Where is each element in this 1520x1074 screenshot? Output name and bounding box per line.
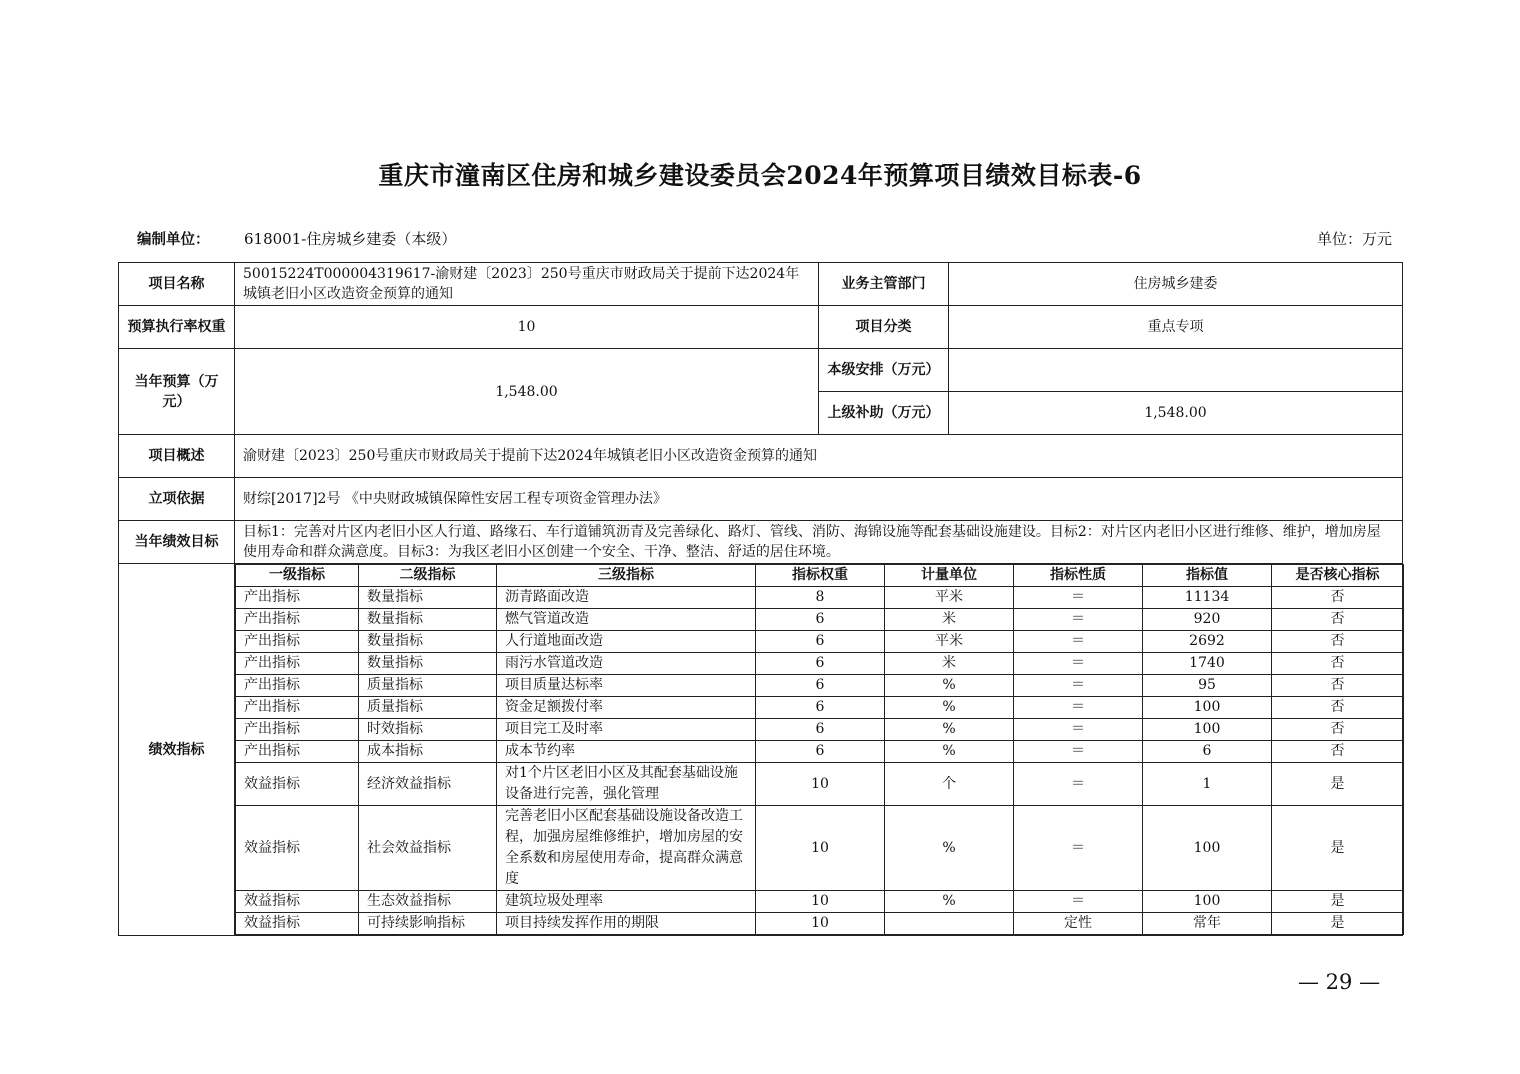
indicator-row: [236, 609, 1404, 631]
indicator-cell: 数量指标: [359, 587, 497, 609]
indicator-cell: 平米: [885, 587, 1014, 609]
indicator-cell: 质量指标: [359, 697, 497, 719]
indicator-cell: 个: [885, 763, 1014, 806]
indicator-cell: 是: [1272, 763, 1404, 806]
indicator-row: [236, 697, 1404, 719]
indicator-cell: ＝: [1014, 675, 1143, 697]
indicator-cell: 产出指标: [236, 741, 359, 763]
indicator-cell: 数量指标: [359, 653, 497, 675]
indicator-cell: 1: [1143, 763, 1272, 806]
rate-label: 预算执行率权重: [119, 306, 235, 349]
indicator-cell: ＝: [1014, 609, 1143, 631]
indicator-cell: 建筑垃圾处理率: [497, 891, 756, 913]
indicator-row: [236, 763, 1404, 806]
indicator-cell: 沥青路面改造: [497, 587, 756, 609]
indicator-cell: 10: [756, 806, 885, 891]
indicator-cell: ＝: [1014, 587, 1143, 609]
performance-table: [118, 262, 1403, 936]
indicator-cell: %: [885, 891, 1014, 913]
indicator-cell: 定性: [1014, 913, 1143, 935]
indicator-cell: 10: [756, 891, 885, 913]
indicator-cell: 产出指标: [236, 697, 359, 719]
indicator-row: [236, 675, 1404, 697]
basis-value: 财综[2017]2号 《中央财政城镇保障性安居工程专项资金管理办法》: [235, 478, 1403, 521]
project-name-value: 50015224T000004319617-渝财建〔2023〕250号重庆市财政局关于提前下达2024年城镇老旧小区改造资金预算的通知: [235, 263, 819, 306]
summary-value: 渝财建〔2023〕250号重庆市财政局关于提前下达2024年城镇老旧小区改造资金预算的通知: [235, 435, 1403, 478]
indicator-cell: 否: [1272, 741, 1404, 763]
org-value: 618001-住房城乡建委（本级）: [244, 230, 457, 248]
budget-label: 当年预算（万元）: [119, 349, 235, 435]
indicator-cell: 产出指标: [236, 675, 359, 697]
indicator-cell: 1740: [1143, 653, 1272, 675]
indicator-cell: 100: [1143, 806, 1272, 891]
indicator-header-cell: 一级指标: [236, 565, 359, 587]
indicator-row: [236, 806, 1404, 891]
indicator-header-cell: 是否核心指标: [1272, 565, 1404, 587]
indicator-header-cell: 指标值: [1143, 565, 1272, 587]
indicator-cell: 6: [756, 719, 885, 741]
upper-value: 1,548.00: [949, 392, 1403, 435]
indicator-header-cell: 三级指标: [497, 565, 756, 587]
indicator-cell: 人行道地面改造: [497, 631, 756, 653]
indicator-header-cell: 二级指标: [359, 565, 497, 587]
indicator-cell: 数量指标: [359, 609, 497, 631]
indicator-cell: 可持续影响指标: [359, 913, 497, 935]
indicator-cell: 产出指标: [236, 609, 359, 631]
indicator-label: 绩效指标: [119, 564, 235, 936]
org-label: 编制单位：: [137, 232, 210, 248]
indicator-cell: ＝: [1014, 719, 1143, 741]
indicator-cell: 时效指标: [359, 719, 497, 741]
indicator-cell: 项目完工及时率: [497, 719, 756, 741]
indicator-cell: 成本指标: [359, 741, 497, 763]
basis-label: 立项依据: [119, 478, 235, 521]
indicator-cell: 6: [756, 697, 885, 719]
indicator-cell: 8: [756, 587, 885, 609]
indicator-cell: 燃气管道改造: [497, 609, 756, 631]
unit-label: 单位：万元: [1316, 230, 1392, 248]
indicator-cell: 920: [1143, 609, 1272, 631]
indicator-row: [236, 913, 1404, 935]
indicator-cell: ＝: [1014, 763, 1143, 806]
indicator-cell: 社会效益指标: [359, 806, 497, 891]
indicator-header-row: [236, 565, 1404, 587]
org-row: [137, 228, 1392, 250]
indicator-row: [236, 587, 1404, 609]
indicator-cell: 米: [885, 609, 1014, 631]
indicator-cell: 效益指标: [236, 763, 359, 806]
budget-value: 1,548.00: [235, 349, 819, 435]
goal-value: 目标1：完善对片区内老旧小区人行道、路缘石、车行道铺筑沥青及完善绿化、路灯、管线、消防、海锦设施等配套基础设施建设。目标2：对片区内老旧小区进行维修、维护，增加房屋使用寿命和群众满意度。目标3：为我区老旧小区创建一个安全、干净、整洁、舒适的居住环境。: [235, 521, 1403, 564]
indicator-cell: 6: [756, 631, 885, 653]
indicator-cell: ＝: [1014, 806, 1143, 891]
indicator-cell: 2692: [1143, 631, 1272, 653]
indicator-cell: 产出指标: [236, 719, 359, 741]
indicator-cell: 雨污水管道改造: [497, 653, 756, 675]
indicator-cell: ＝: [1014, 741, 1143, 763]
indicator-cell: 否: [1272, 587, 1404, 609]
indicator-cell: 质量指标: [359, 675, 497, 697]
indicator-cell: 数量指标: [359, 631, 497, 653]
indicator-cell: 米: [885, 653, 1014, 675]
indicator-cell: 否: [1272, 653, 1404, 675]
indicator-cell: 产出指标: [236, 587, 359, 609]
indicator-row: [236, 719, 1404, 741]
indicator-cell: 10: [756, 913, 885, 935]
indicator-cell: %: [885, 697, 1014, 719]
indicator-cell: 10: [756, 763, 885, 806]
indicator-header-cell: 计量单位: [885, 565, 1014, 587]
indicator-cell: 100: [1143, 891, 1272, 913]
indicator-cell: 是: [1272, 913, 1404, 935]
indicator-cell: 否: [1272, 697, 1404, 719]
indicator-cell: 6: [756, 609, 885, 631]
dept-label: 业务主管部门: [819, 263, 949, 306]
indicator-cell: 产出指标: [236, 631, 359, 653]
indicator-cell: %: [885, 675, 1014, 697]
indicator-cell: 效益指标: [236, 913, 359, 935]
indicator-cell: 否: [1272, 609, 1404, 631]
dept-value: 住房城乡建委: [949, 263, 1403, 306]
indicator-cell: %: [885, 719, 1014, 741]
indicator-cell: 常年: [1143, 913, 1272, 935]
rate-value: 10: [235, 306, 819, 349]
indicator-row: [236, 741, 1404, 763]
category-label: 项目分类: [819, 306, 949, 349]
indicator-cell: 是: [1272, 891, 1404, 913]
indicator-table: [235, 564, 1404, 935]
project-name-label: 项目名称: [119, 263, 235, 306]
indicator-cell: %: [885, 806, 1014, 891]
indicator-cell: 100: [1143, 697, 1272, 719]
indicator-header-cell: 指标权重: [756, 565, 885, 587]
indicator-cell: %: [885, 741, 1014, 763]
indicator-cell: 生态效益指标: [359, 891, 497, 913]
indicator-cell: 产出指标: [236, 653, 359, 675]
indicator-cell: 11134: [1143, 587, 1272, 609]
page-title: 重庆市潼南区住房和城乡建设委员会2024年预算项目绩效目标表-6: [378, 161, 1142, 190]
indicator-cell: 项目持续发挥作用的期限: [497, 913, 756, 935]
goal-label: 当年绩效目标: [119, 521, 235, 564]
local-label: 本级安排（万元）: [819, 349, 949, 392]
page-number: — 29 —: [1298, 970, 1381, 994]
indicator-row: [236, 653, 1404, 675]
indicator-cell: ＝: [1014, 631, 1143, 653]
indicator-cell: ＝: [1014, 891, 1143, 913]
indicator-cell: 否: [1272, 675, 1404, 697]
indicator-cell: 100: [1143, 719, 1272, 741]
indicator-cell: 完善老旧小区配套基础设施设备改造工程，加强房屋维修维护，增加房屋的安全系数和房屋使用寿命，提高群众满意度: [497, 806, 756, 891]
indicator-cell: 95: [1143, 675, 1272, 697]
indicator-cell: 资金足额拨付率: [497, 697, 756, 719]
category-value: 重点专项: [949, 306, 1403, 349]
indicator-cell: 否: [1272, 631, 1404, 653]
indicator-cell: 效益指标: [236, 806, 359, 891]
indicator-cell: 6: [756, 741, 885, 763]
indicator-cell: 是: [1272, 806, 1404, 891]
indicator-cell: 效益指标: [236, 891, 359, 913]
indicator-cell: 否: [1272, 719, 1404, 741]
indicator-cell: 平米: [885, 631, 1014, 653]
indicator-cell: 项目质量达标率: [497, 675, 756, 697]
indicator-cell: 6: [756, 653, 885, 675]
indicator-cell: 对1个片区老旧小区及其配套基础设施设备进行完善，强化管理: [497, 763, 756, 806]
indicator-cell: 经济效益指标: [359, 763, 497, 806]
indicator-cell: 成本节约率: [497, 741, 756, 763]
indicator-header-cell: 指标性质: [1014, 565, 1143, 587]
indicator-cell: [885, 913, 1014, 935]
indicator-row: [236, 631, 1404, 653]
indicator-cell: ＝: [1014, 653, 1143, 675]
indicator-row: [236, 891, 1404, 913]
local-value: [949, 349, 1403, 392]
indicator-table-wrap: [235, 564, 1403, 936]
indicator-cell: 6: [756, 675, 885, 697]
upper-label: 上级补助（万元）: [819, 392, 949, 435]
indicator-cell: ＝: [1014, 697, 1143, 719]
indicator-cell: 6: [1143, 741, 1272, 763]
summary-label: 项目概述: [119, 435, 235, 478]
